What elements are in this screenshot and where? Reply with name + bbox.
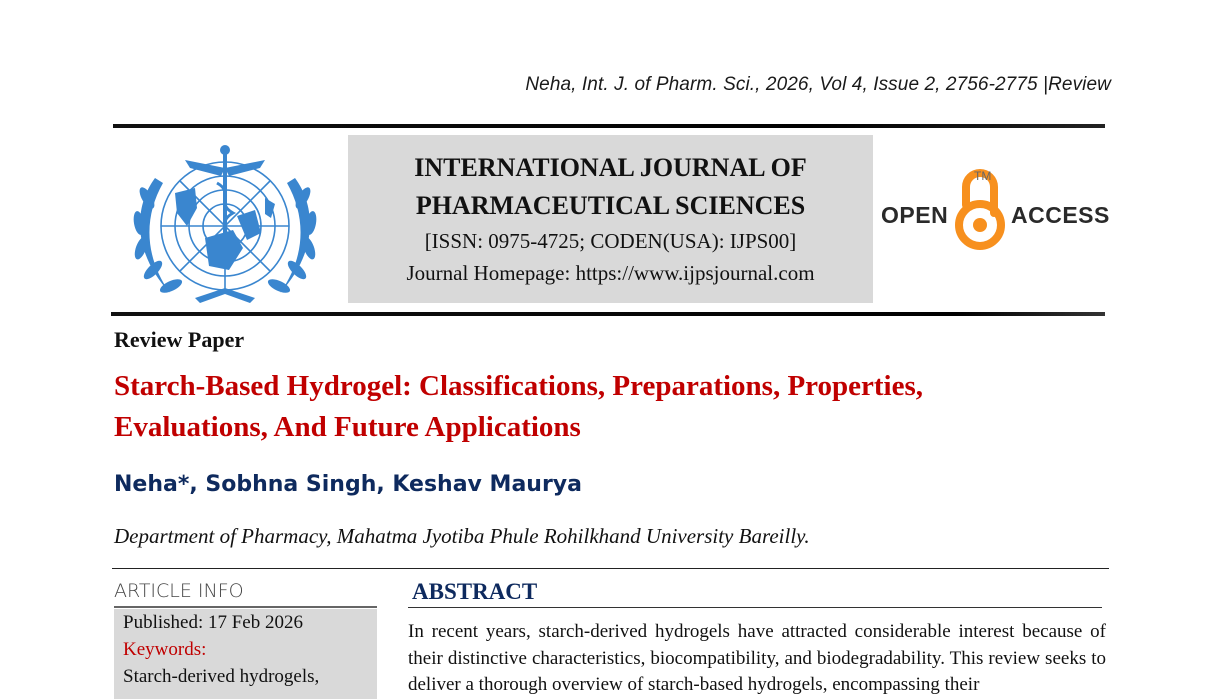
keywords-list: Starch-derived hydrogels,	[123, 666, 320, 687]
paper-title: Starch-Based Hydrogel: Classifications, Preparations, Properties, Evaluations, And Future Applications	[114, 370, 923, 443]
homepage-line: Journal Homepage: https://www.ijpsjournal.com	[406, 261, 815, 285]
open-access-logo	[878, 165, 1113, 255]
section-divider	[112, 568, 1109, 569]
masthead-top-rule	[113, 124, 1105, 128]
masthead-bottom-rule	[111, 312, 1105, 316]
published-date: Published: 17 Feb 2026	[123, 612, 303, 633]
citation-header: Neha, Int. J. of Pharm. Sci., 2026, Vol 4, Issue 2, 2756-2775 |Review	[525, 74, 1111, 95]
issn-line: [ISSN: 0975-4725; CODEN(USA): IJPS00]	[424, 229, 797, 253]
journal-title-box	[348, 135, 873, 303]
journal-emblem-icon	[125, 138, 325, 308]
keywords-label: Keywords:	[123, 639, 207, 660]
open-access-access-text: ACCESS	[1011, 202, 1110, 228]
article-info-box	[114, 609, 377, 699]
open-access-open-text: OPEN	[881, 202, 949, 228]
journal-title-line2: PHARMACEUTICAL SCIENCES	[415, 191, 806, 220]
abstract-text: In recent years, starch-derived hydrogels have attracted considerable interest because of their distinctive characteristics, biocompatibility, and biodegradability. This review seeks to deliver a thorough overview of starch-based hydrogels, encompassing their	[408, 621, 1106, 695]
paper-type: Review Paper	[114, 327, 245, 352]
journal-title-line1: INTERNATIONAL JOURNAL OF	[414, 153, 807, 182]
affiliation: Department of Pharmacy, Mahatma Jyotiba Phule Rohilkhand University Bareilly.	[114, 524, 810, 548]
article-info-heading: ARTICLE INFO	[114, 580, 244, 602]
abstract-heading: ABSTRACT	[412, 579, 538, 604]
trademark-mark: TM	[974, 169, 992, 183]
authors: Neha*, Sobhna Singh, Keshav Maurya	[114, 472, 582, 497]
abstract-rule	[408, 607, 1102, 608]
article-info-rule	[114, 606, 377, 608]
